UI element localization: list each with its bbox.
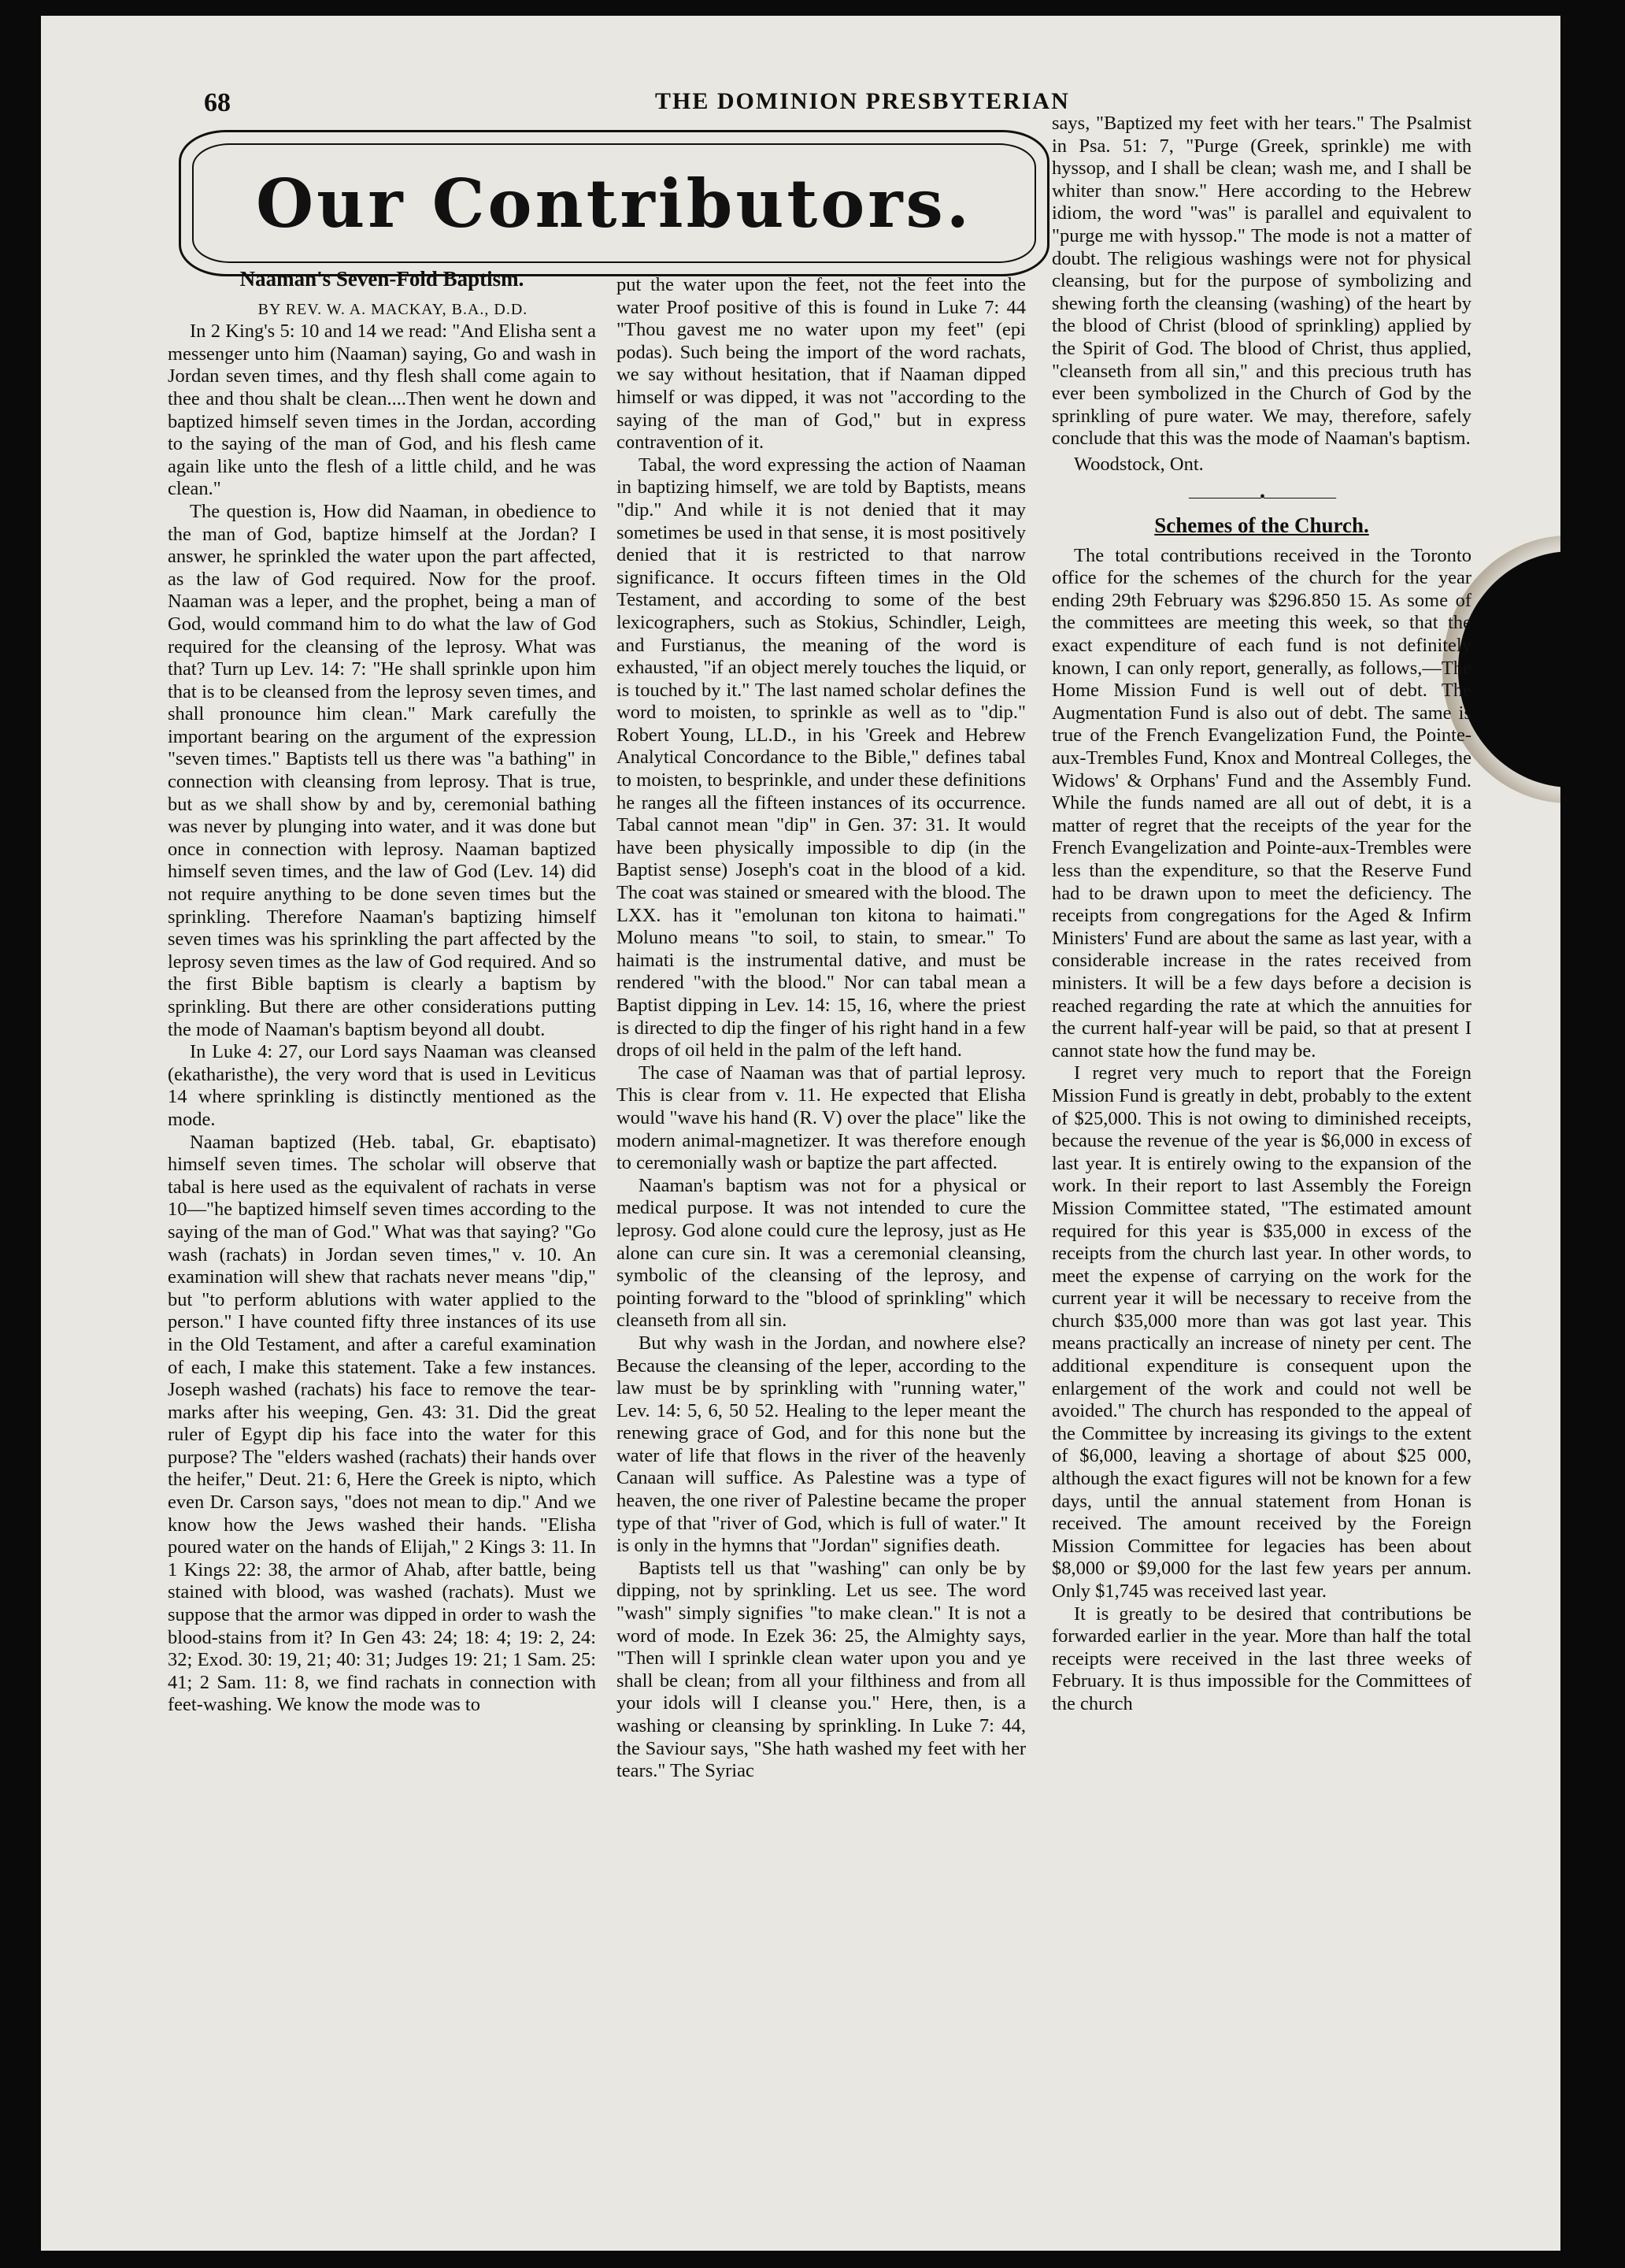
article-paragraph: I regret very much to report that the Foreign Mission Fund is greatly in debt, probably to the extent of $25,000. This is not owing to diminished receipts, because the revenue of the year is $6,000 in excess of last year. It is entirely owing to the expansion of the work. In their report to last Assembly the Foreign Mission Committee stated, "The estimated amount required for this year is $35,000 in excess of the receipts from the church last year. In other words, to meet the expense of carrying on the work for the current year it will be necessary to receive from the church $35,000 more than was got last year. This means practically an increase of ninety per cent. The additional expenditure is consequent upon the enlargement of the work and could not well be avoided." The church has responded to the appeal of the Committee by increasing its givings to the extent of $6,000, leaving a shortage of about $25 000, although the exact figures will not be known for a few days, until the annual statement from Honan is received. The amount received by the Foreign Mission Committee for legacies has been about $8,000 or $9,000 for the last few years per annum. Only $1,745 was received last year.: [1052, 1062, 1471, 1602]
article-signoff: Woodstock, Ont.: [1074, 453, 1204, 475]
publication-title: THE DOMINION PRESBYTERIAN: [655, 88, 1070, 114]
article-paragraph: It is greatly to be desired that contributions be forwarded earlier in the year. More than half the total receipts were received in the last three weeks of February. It is thus impossible for the Committees of the church: [1052, 1603, 1471, 1714]
article-paragraph: The case of Naaman was that of partial leprosy. This is clear from v. 11. He expected that Elisha would "wave his hand (R. V) over the place" like the modern animal-magnetizer. It was therefore enough to ceremonially wash or baptize the part affected.: [616, 1062, 1026, 1174]
article-paragraph: Baptists tell us that "washing" can only be by dipping, not by sprinkling. Let us see. The word "wash" simply signifies "to make clean." It is not a word of mode. In Ezek 36: 25, the Almighty says, "Then will I sprinkle clean water upon you and ye shall be clean; from all your filthiness and from all your idols will I cleanse you." Here, then, is a washing or cleansing by sprinkling. In Luke 7: 44, the Saviour says, "She hath washed my feet with her tears." The Syriac: [616, 1557, 1026, 1782]
article-paragraph-continued: says, "Baptized my feet with her tears." The Psalmist in Psa. 51: 7, "Purge (Greek, sprinkle) me with hyssop, and I shall be clean; wash me, and I shall be whiter than snow." Here according to the Hebrew idiom, the word "was" is parallel and equivalent to "purge me with hyssop." The mode is not a matter of doubt. The religious washings were not for physical cleansing, but for the purpose of symbolizing and shewing forth the cleansing (washing) of the heart by the blood of Christ (blood of sprinkling) applied by the Spirit of God. The blood of Christ, thus applied, "cleanseth from all sin," and this precious truth has ever been symbolized in the Church of God by the sprinkling of pure water. We may, therefore, safely conclude that this was the mode of Naaman's baptism.: [1052, 113, 1471, 450]
article-paragraph: In Luke 4: 27, our Lord says Naaman was cleansed (ekatharisthe), the very word that is used in Leviticus 14 where sprinkling is distinctly mentioned as the mode.: [168, 1041, 596, 1130]
column-3: [1052, 113, 1471, 1716]
article-paragraph-continued: put the water upon the feet, not the feet into the water Proof positive of this is found in Luke 7: 44 "Thou gavest me no water upon my feet" (epi podas). Such being the import of the word rachats, we say without hesitation, that if Naaman dipped himself or was dipped, it was not "according to the saying of the man of God," but in express contravention of it.: [616, 274, 1026, 454]
article-paragraph: The total contributions received in the Toronto office for the schemes of the church for the year ending 29th February was $296.850 15. As some of the committees are meeting this week, so that the exact expenditure of each fund is not definitely known, I can only report, generally, as follows,—The Home Mission Fund is well out of debt. The Augmentation Fund is also out of debt. The same is true of the French Evangelization Fund, the Pointe-aux-Trembles Fund, Knox and Montreal Colleges, the Widows' & Orphans' Fund and the Assembly Fund. While the funds named are all out of debt, it is a matter of regret that the receipts of the year for the French Evangelization and Pointe-aux-Trembles were less than the expenditure, so that the Reserve Fund had to be drawn upon to meet the deficiency. The receipts from congregations for the Aged & Infirm Ministers' Fund are about the same as last year, with a considerable increase in the rates received from ministers. It will be a few days before a decision is reached regarding the rate at which the annuities for the current half-year will be paid, so that at present I cannot state how the fund may be.: [1052, 544, 1471, 1062]
page-number: 68: [204, 88, 231, 117]
article-paragraph: The question is, How did Naaman, in obedience to the man of God, baptize himself at the Jordan? I answer, he sprinkled the water upon the part affected, as the law of God required. Now for the proof. Naaman was a leper, and the prophet, being a man of God, would command him to do what the law of God required for the cleansing of the leprosy. What was that? Turn up Lev. 14: 7: "He shall sprinkle upon him that is to be cleansed from the leprosy seven times, and shall pronounce him clean." Mark carefully the important bearing on the argument of the expression "seven times." Baptists tell us there was "a bathing" in connection with cleansing from leprosy. That is true, but as we shall show by and by, ceremonial bathing was never by plunging into water, and it was done but once in connection with leprosy. Naaman baptized himself seven times, and the law of God (Lev. 14) did not require anything to be done seven times but the sprinkling. Therefore Naaman's baptizing himself seven times was his sprinkling the part affected by the leprosy seven times as the law of God required. And so the first Bible baptism is clearly a baptism by sprinkling. But there are other considerations putting the mode of Naaman's baptism beyond all doubt.: [168, 500, 596, 1040]
column-1: [168, 268, 596, 1717]
section-banner: [179, 130, 1049, 276]
article-paragraph: In 2 King's 5: 10 and 14 we read: "And Elisha sent a messenger unto him (Naaman) saying, Go and wash in Jordan seven times, and thy flesh shall come again to thee and thou shalt be clean....Then went he down and baptized himself seven times in the Jordan, according to the saying of the man of God, and his flesh came again like unto the flesh of a little child, and he was clean.": [168, 321, 596, 500]
section-divider: —————•—————: [1188, 487, 1334, 506]
article-paragraph: Tabal, the word expressing the action of Naaman in baptizing himself, we are told by Baptists, means "dip." And while it is not denied that it may sometimes be used in that sense, it is most positively denied that it is restricted to that narrow significance. It occurs fifteen times in the Old Testament, and according to some of the best lexicographers, such as Stokius, Schindler, Leigh, and Furstianus, the meaning of the word is exhausted, "if an object merely touches the liquid, or is touched by it." The last named scholar defines the word to moisten, to sprinkle as well as to "dip." Robert Young, LL.D., in his 'Greek and Hebrew Analytical Concordance to the Bible," defines tabal to moisten, to besprinkle, and under these definitions he ranges all the fifteen instances of its occurrence. Tabal cannot mean "dip" in Gen. 37: 31. It would have been physically impossible to dip (in the Baptist sense) Joseph's coat in the blood of a kid. The coat was stained or smeared with the blood. The LXX. has it "emolunan ton kitona to haimati." Moluno means "to soil, to stain, to smear." To haimati is the instrumental dative, and must be rendered "with the blood." Nor can tabal mean a Baptist dipping in Lev. 14: 15, 16, where the priest is directed to dip the finger of his right hand in a few drops of oil held in the palm of the left hand.: [616, 454, 1026, 1062]
article-paragraph: Naaman's baptism was not for a physical or medical purpose. It was not intended to cure the leprosy. God alone could cure the leprosy, just as He alone can cure sin. It was a ceremonial cleansing, symbolic of the cleansing of the leprosy, and pointing forward to the "blood of sprinkling" which cleanseth from all sin.: [616, 1174, 1026, 1332]
article-byline: BY REV. W. A. MACKAY, B.A., D.D.: [257, 300, 528, 318]
article-title: Naaman's Seven-Fold Baptism.: [239, 267, 524, 291]
column-2: [616, 274, 1026, 1783]
article-title: Schemes of the Church.: [1154, 513, 1369, 538]
article-paragraph: Naaman baptized (Heb. tabal, Gr. ebaptisato) himself seven times. The scholar will observe that tabal is here used as the equivalent of rachats in verse 10—"he baptized himself seven times according to the saying of the man of God." What was that saying? "Go wash (rachats) in Jordan seven times," v. 10. An examination will shew that rachats never means "dip," but "to perform ablutions with water applied to the person." I have counted fifty three instances of its use in the Old Testament, and after a careful examination of each, I make this statement. Take a few instances. Joseph washed (rachats) his face to remove the tear-marks after his weeping, Gen. 43: 31. Did the great ruler of Egypt dip his face into the water for this purpose? The "elders washed (rachats) their hands over the heifer," Deut. 21: 6, Here the Greek is nipto, which even Dr. Carson says, "does not mean to dip." And we know how the Jews washed their hands. "Elisha poured water on the hands of Elijah," 2 Kings 3: 11. In 1 Kings 22: 38, the armor of Ahab, after battle, being stained with blood, was washed (rachats). Must we suppose that the armor was dipped in order to wash the blood-stains from it? In Gen 43: 24; 18: 4; 19: 2, 24: 32; Exod. 30: 19, 21; 40: 31; Judges 19: 21; 1 Sam. 25: 41; 2 Sam. 11: 8, we find rachats in connection with feet-washing. We know the mode was to: [168, 1131, 596, 1716]
section-title: Our Contributors.: [255, 164, 973, 243]
article-paragraph: But why wash in the Jordan, and nowhere else? Because the cleansing of the leper, according to the law must be by sprinkling with "running water," Lev. 14: 5, 6, 50 52. Healing to the leper meant the renewing grace of God, and for this none but the water of life that flows in the river of the heavenly Canaan will suffice. As Palestine was a type of heaven, the one river of Palestine became the proper type of that "river of God, which is full of water." It is only in the hymns that "Jordan" signifies death.: [616, 1332, 1026, 1557]
